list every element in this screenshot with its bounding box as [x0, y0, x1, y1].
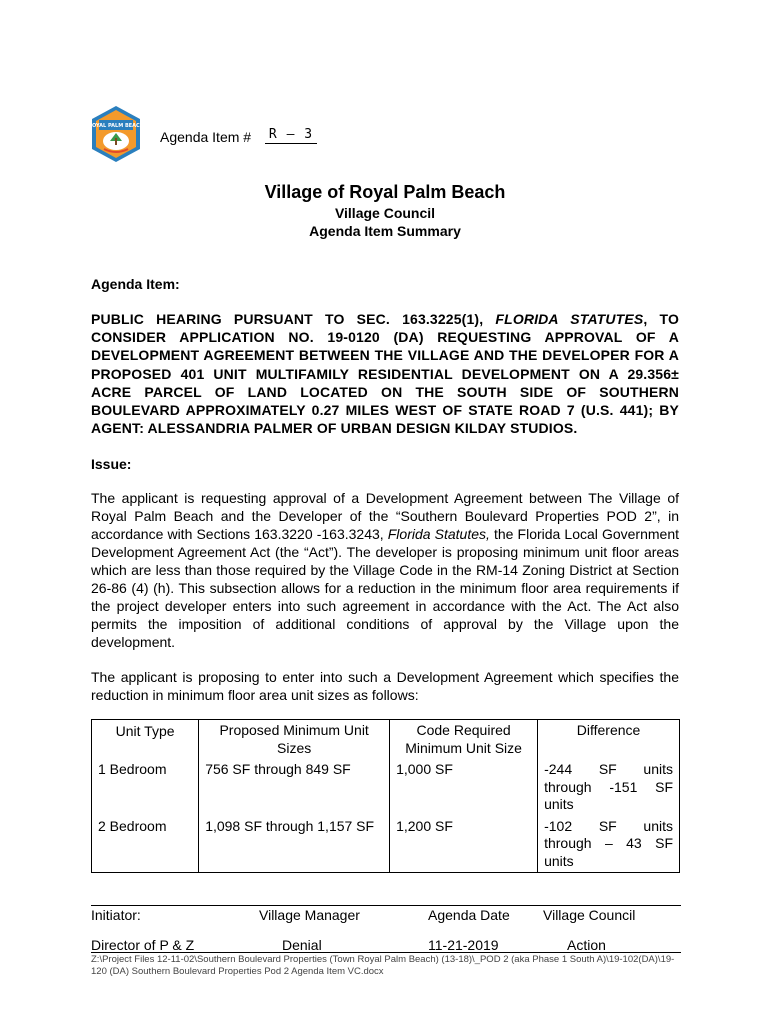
- logo-text: ROYAL PALM BEACH: [90, 123, 142, 129]
- agenda-item-text-part2: , TO CONSIDER APPLICATION NO. 19-0120 (DA) REQUESTING APPROVAL OF A DEVELOPMENT AGREEMENT BETWEEN THE VILLAGE AND THE DEVELOPER FOR A PROPOSED 401 UNIT MULTIFAMILY RESIDENTIAL DEVELOPMENT ON A 29.356± ACRE PARCEL OF LAND LOCATED ON THE SOUTH SIDE OF SOUTHERN BOULEVARD APPROXIMATELY 0.27 MILES WEST OF STATE ROAD 7 (U.S. 441); BY AGENT: ALESSANDRIA PALMER OF URBAN DESIGN KILDAY STUDIOS.: [91, 311, 679, 437]
- document-title: Village of Royal Palm Beach: [264, 182, 506, 202]
- village-seal-logo: [90, 105, 142, 163]
- file-path: Z:\Project Files 12-11-02\Southern Boulevard Properties (Town Royal Palm Beach) (13-18)\_POD 2 (aka Phase 1 South A)\19-102(DA)\19-120 (DA) Southern Boulevard Properties Pod 2 Agenda Item VC.docx: [91, 954, 675, 977]
- agenda-item-label: Agenda Item #: [160, 129, 252, 145]
- table-header-cell: Unit Type: [92, 720, 199, 760]
- table-header-cell: Code Required Minimum Unit Size: [390, 720, 538, 760]
- table-cell: 1,200 SF: [390, 816, 538, 873]
- table-cell: 756 SF through 849 SF: [199, 759, 390, 816]
- document-subtitle: Village Council: [334, 205, 436, 221]
- village-council-value: Action: [567, 937, 606, 953]
- issue-paragraph-2: The applicant is proposing to enter into such a Development Agreement which specifies the reduction in minimum floor area unit sizes as follows:: [91, 669, 679, 703]
- table-cell: -102 SF units through – 43 SF units: [538, 816, 680, 873]
- village-council-label: Village Council: [543, 907, 636, 923]
- table-header-row: [92, 720, 680, 760]
- issue-heading: Issue:: [91, 456, 132, 472]
- table-cell: 1 Bedroom: [92, 759, 199, 816]
- director-value: Denial: [282, 937, 322, 953]
- table-cell: 2 Bedroom: [92, 816, 199, 873]
- footer-divider: [91, 905, 681, 906]
- agenda-item-number: R – 3: [265, 127, 317, 144]
- unit-size-table: [91, 719, 680, 873]
- document-subtitle-2: Agenda Item Summary: [309, 223, 461, 239]
- issue-p1-text-b: the Florida Local Government Development Agreement Act (the “Act”). The developer is proposing minimum unit floor areas which are less than those required by the Village Code in the RM-14 Zoning District at Section 26-86 (4) (h). This subsection allows for a reduction in the minimum floor area requirements if the project developer enters into such agreement in accordance with the Act. The Act also permits the imposition of additional conditions of approval by the Village upon the development.: [91, 526, 679, 650]
- director-label: Director of P & Z: [91, 937, 195, 953]
- issue-p1-text-a: The applicant is requesting approval of a Development Agreement between The Village of Royal Palm Beach and the Developer of the “Southern Boulevard Properties POD 2”, in accordance with Sections 163.3220 -163.3243,: [91, 490, 679, 542]
- issue-p1-italic: Florida Statutes,: [387, 526, 490, 542]
- table-cell: -244 SF units through -151 SF units: [538, 759, 680, 816]
- table-row: [92, 759, 680, 816]
- initiator-label: Initiator:: [91, 907, 141, 923]
- table-header-cell: Difference: [538, 720, 680, 760]
- agenda-item-description: [91, 310, 679, 437]
- table-row: [92, 816, 680, 873]
- table-cell: 1,098 SF through 1,157 SF: [199, 816, 390, 873]
- table-header-cell: Proposed Minimum Unit Sizes: [199, 720, 390, 760]
- agenda-item-text-part1: PUBLIC HEARING PURSUANT TO SEC. 163.3225(1),: [91, 311, 496, 327]
- initiator-value: Village Manager: [259, 907, 360, 923]
- agenda-date-value: 11-21-2019: [428, 937, 499, 953]
- table-cell: 1,000 SF: [390, 759, 538, 816]
- agenda-date-label: Agenda Date: [428, 907, 510, 923]
- issue-paragraph-1: [91, 489, 679, 651]
- footer-divider: [91, 952, 681, 953]
- agenda-item-heading: Agenda Item:: [91, 276, 180, 292]
- agenda-item-text-italic: FLORIDA STATUTES: [495, 311, 644, 327]
